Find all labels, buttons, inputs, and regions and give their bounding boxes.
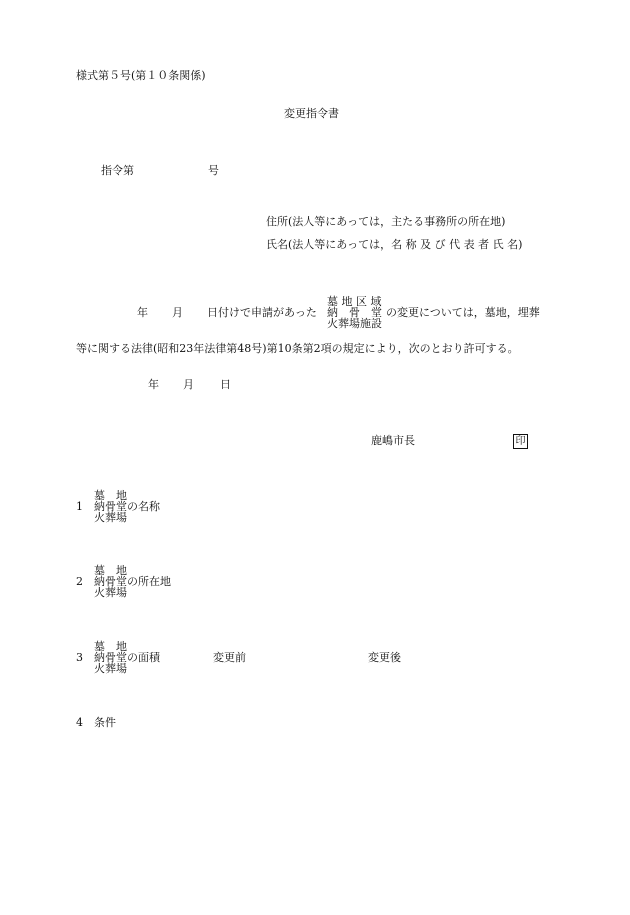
body-dated-application: 日付けで申請があった: [207, 306, 317, 319]
order-suffix: 号: [208, 164, 219, 177]
seal-box: 印: [513, 434, 528, 449]
before-label: 変更前: [213, 651, 246, 664]
facility-option: 納 骨 堂: [327, 306, 382, 319]
item-option: 墓 地: [94, 564, 127, 577]
item-number: 3: [76, 651, 83, 664]
address-label: 住所(法人等にあっては，主たる事務所の所在地): [266, 215, 506, 228]
item-number: 4: [76, 716, 83, 729]
item-option: 納骨堂の面積: [94, 651, 160, 664]
item-option: 納骨堂の所在地: [94, 575, 171, 588]
conditions-label: 条件: [94, 716, 116, 729]
date-month: 月: [183, 378, 194, 391]
item-3-options: [94, 641, 160, 674]
body-change-text: の変更については，墓地，埋葬: [386, 306, 540, 319]
item-number: 2: [76, 575, 83, 588]
mayor-label: 鹿嶋市長: [371, 434, 415, 447]
facility-option: 墓 地 区 域: [327, 295, 382, 308]
item-option: 墓 地: [94, 640, 127, 653]
item-option: 墓 地: [94, 489, 127, 502]
item-number: 1: [76, 500, 83, 513]
name-label: 氏名(法人等にあっては，名 称 及 び 代 表 者 氏 名): [266, 238, 523, 251]
body-month: 月: [172, 306, 183, 319]
after-label: 変更後: [368, 651, 401, 664]
facility-option: 火葬場施設: [327, 317, 382, 330]
order-label: 指令第: [101, 164, 134, 177]
item-option: 火葬場: [94, 586, 127, 599]
form-number: 様式第５号(第１０条関係): [76, 69, 206, 82]
date-day: 日: [220, 378, 231, 391]
item-option: 納骨堂の名称: [94, 500, 160, 513]
date-year: 年: [148, 378, 159, 391]
body-line2: 等に関する法律(昭和23年法律第48号)第10条第2項の規定により，次のとおり許可する。: [76, 342, 519, 355]
item-2-options: [94, 565, 171, 598]
facility-options: [327, 296, 382, 329]
body-year: 年: [137, 306, 148, 319]
item-option: 火葬場: [94, 662, 127, 675]
item-1-options: [94, 490, 160, 523]
document-title: 変更指令書: [284, 107, 339, 120]
item-option: 火葬場: [94, 511, 127, 524]
